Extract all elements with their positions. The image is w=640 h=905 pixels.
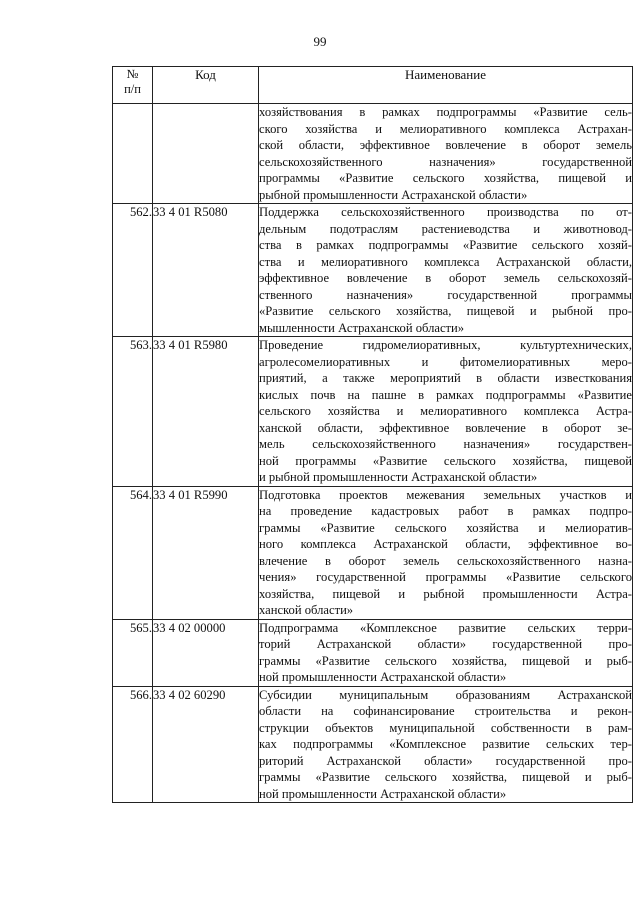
- table-row: [113, 337, 633, 487]
- name-line: ского хозяйства и мелиоративного комплекса Астрахан-: [259, 121, 632, 136]
- name-line: на проведение кадастровых работ в рамках подпро-: [259, 504, 632, 518]
- name-line: мель сельскохозяйственного назначения» государствен-: [259, 437, 632, 451]
- table-row: [113, 486, 633, 619]
- row-number: 563.: [113, 337, 153, 487]
- name-line: ханской области, эффективное вовлечение в оборот зе-: [259, 420, 632, 435]
- row-name: [259, 686, 633, 803]
- name-line: сельскохозяйственного назначения» государственной: [259, 154, 632, 169]
- row-name: [259, 337, 633, 487]
- row-name: [259, 104, 633, 204]
- name-line: граммы «Развитие сельского хозяйства и мелиоратив-: [259, 520, 632, 535]
- name-line: «Развитие сельского хозяйства, пищевой и рыбной про-: [259, 304, 632, 318]
- name-line: и рыбной промышленности Астраханской области»: [259, 470, 538, 484]
- table-row: [113, 686, 633, 803]
- row-name: [259, 204, 633, 337]
- name-line: риторий Астраханской области» государственной про-: [259, 753, 632, 768]
- name-line: эффективное вовлечение в оборот земель сельскохозяй-: [259, 271, 632, 285]
- row-number: [113, 104, 153, 204]
- name-line: ного комплекса Астраханской области, эффективное во-: [259, 537, 632, 551]
- name-line: ственного назначения» государственной программы: [259, 287, 632, 302]
- header-number-line2: п/п: [124, 82, 141, 96]
- header-number: [113, 67, 153, 104]
- table-row: [113, 104, 633, 204]
- row-number: 564.: [113, 486, 153, 619]
- name-line: ной программы «Развитие сельского хозяйства, пищевой: [259, 453, 632, 468]
- header-number-line1: №: [126, 67, 139, 81]
- page-number: 99: [313, 34, 327, 49]
- header-name: Наименование: [259, 67, 633, 104]
- name-line: Поддержка сельскохозяйственного производства по от-: [259, 205, 632, 219]
- name-line: граммы «Развитие сельского хозяйства, пищевой и рыб-: [259, 653, 632, 668]
- table-row: [113, 619, 633, 686]
- name-line: хозяйствования в рамках подпрограммы «Развитие сель-: [259, 105, 632, 119]
- name-line: ной промышленности Астраханской области»: [259, 670, 507, 684]
- name-line: области на софинансирование строительства и рекон-: [259, 704, 632, 718]
- name-line: Субсидии муниципальным образованиям Астраханской: [259, 687, 632, 702]
- row-code: 33 4 02 00000: [153, 619, 259, 686]
- row-code: 33 4 01 R5980: [153, 337, 259, 487]
- name-line: струкции объектов муниципальной собственности в рам-: [259, 720, 632, 735]
- name-line: приятий, а также мероприятий в области известкования: [259, 371, 632, 385]
- row-code: 33 4 01 R5990: [153, 486, 259, 619]
- name-line: ках подпрограммы «Комплексное развитие сельских тер-: [259, 737, 632, 751]
- name-line: чения» государственной программы «Развитие сельского: [259, 570, 632, 584]
- name-line: влечение в оборот земель сельскохозяйственного назна-: [259, 553, 632, 568]
- name-line: ной промышленности Астраханской области»: [259, 786, 507, 801]
- row-number: 565.: [113, 619, 153, 686]
- name-line: мышленности Астраханской области»: [259, 320, 465, 335]
- row-code: [153, 104, 259, 204]
- budget-codes-table: [112, 66, 633, 803]
- name-line: ства и мелиоративного комплекса Астраханской области,: [259, 254, 632, 269]
- name-line: Проведение гидромелиоративных, культуртехнических,: [259, 338, 632, 352]
- name-line: рыбной промышленности Астраханской области»: [259, 187, 528, 202]
- name-line: граммы «Развитие сельского хозяйства, пищевой и рыб-: [259, 770, 632, 784]
- header-code: Код: [153, 67, 259, 104]
- table-row: [113, 204, 633, 337]
- row-name: [259, 619, 633, 686]
- row-code: 33 4 02 60290: [153, 686, 259, 803]
- table-header-row: [113, 67, 633, 104]
- name-line: хозяйства, пищевой и рыбной промышленности Астра-: [259, 586, 632, 601]
- row-code: 33 4 01 R5080: [153, 204, 259, 337]
- row-name: [259, 486, 633, 619]
- name-line: сельского хозяйства и мелиоративного комплекса Астра-: [259, 404, 632, 418]
- name-line: Подготовка проектов межевания земельных участков и: [259, 487, 632, 502]
- name-line: агролесомелиоративных и фитомелиоративных меро-: [259, 354, 632, 369]
- name-line: кислых почв на пашне в рамках подпрограммы «Развитие: [259, 387, 632, 402]
- name-line: торий Астраханской области» государственной про-: [259, 637, 632, 651]
- name-line: ства в рамках подпрограммы «Развитие сельского хозяй-: [259, 238, 632, 252]
- name-line: ской области, эффективное вовлечение в оборот земель: [259, 138, 632, 152]
- name-line: ханской области»: [259, 603, 354, 617]
- row-number: 562.: [113, 204, 153, 337]
- name-line: дельным подотраслям растениеводства и животновод-: [259, 221, 632, 236]
- name-line: Подпрограмма «Комплексное развитие сельских терри-: [259, 620, 632, 635]
- row-number: 566.: [113, 686, 153, 803]
- name-line: программы «Развитие сельского хозяйства, пищевой и: [259, 171, 632, 185]
